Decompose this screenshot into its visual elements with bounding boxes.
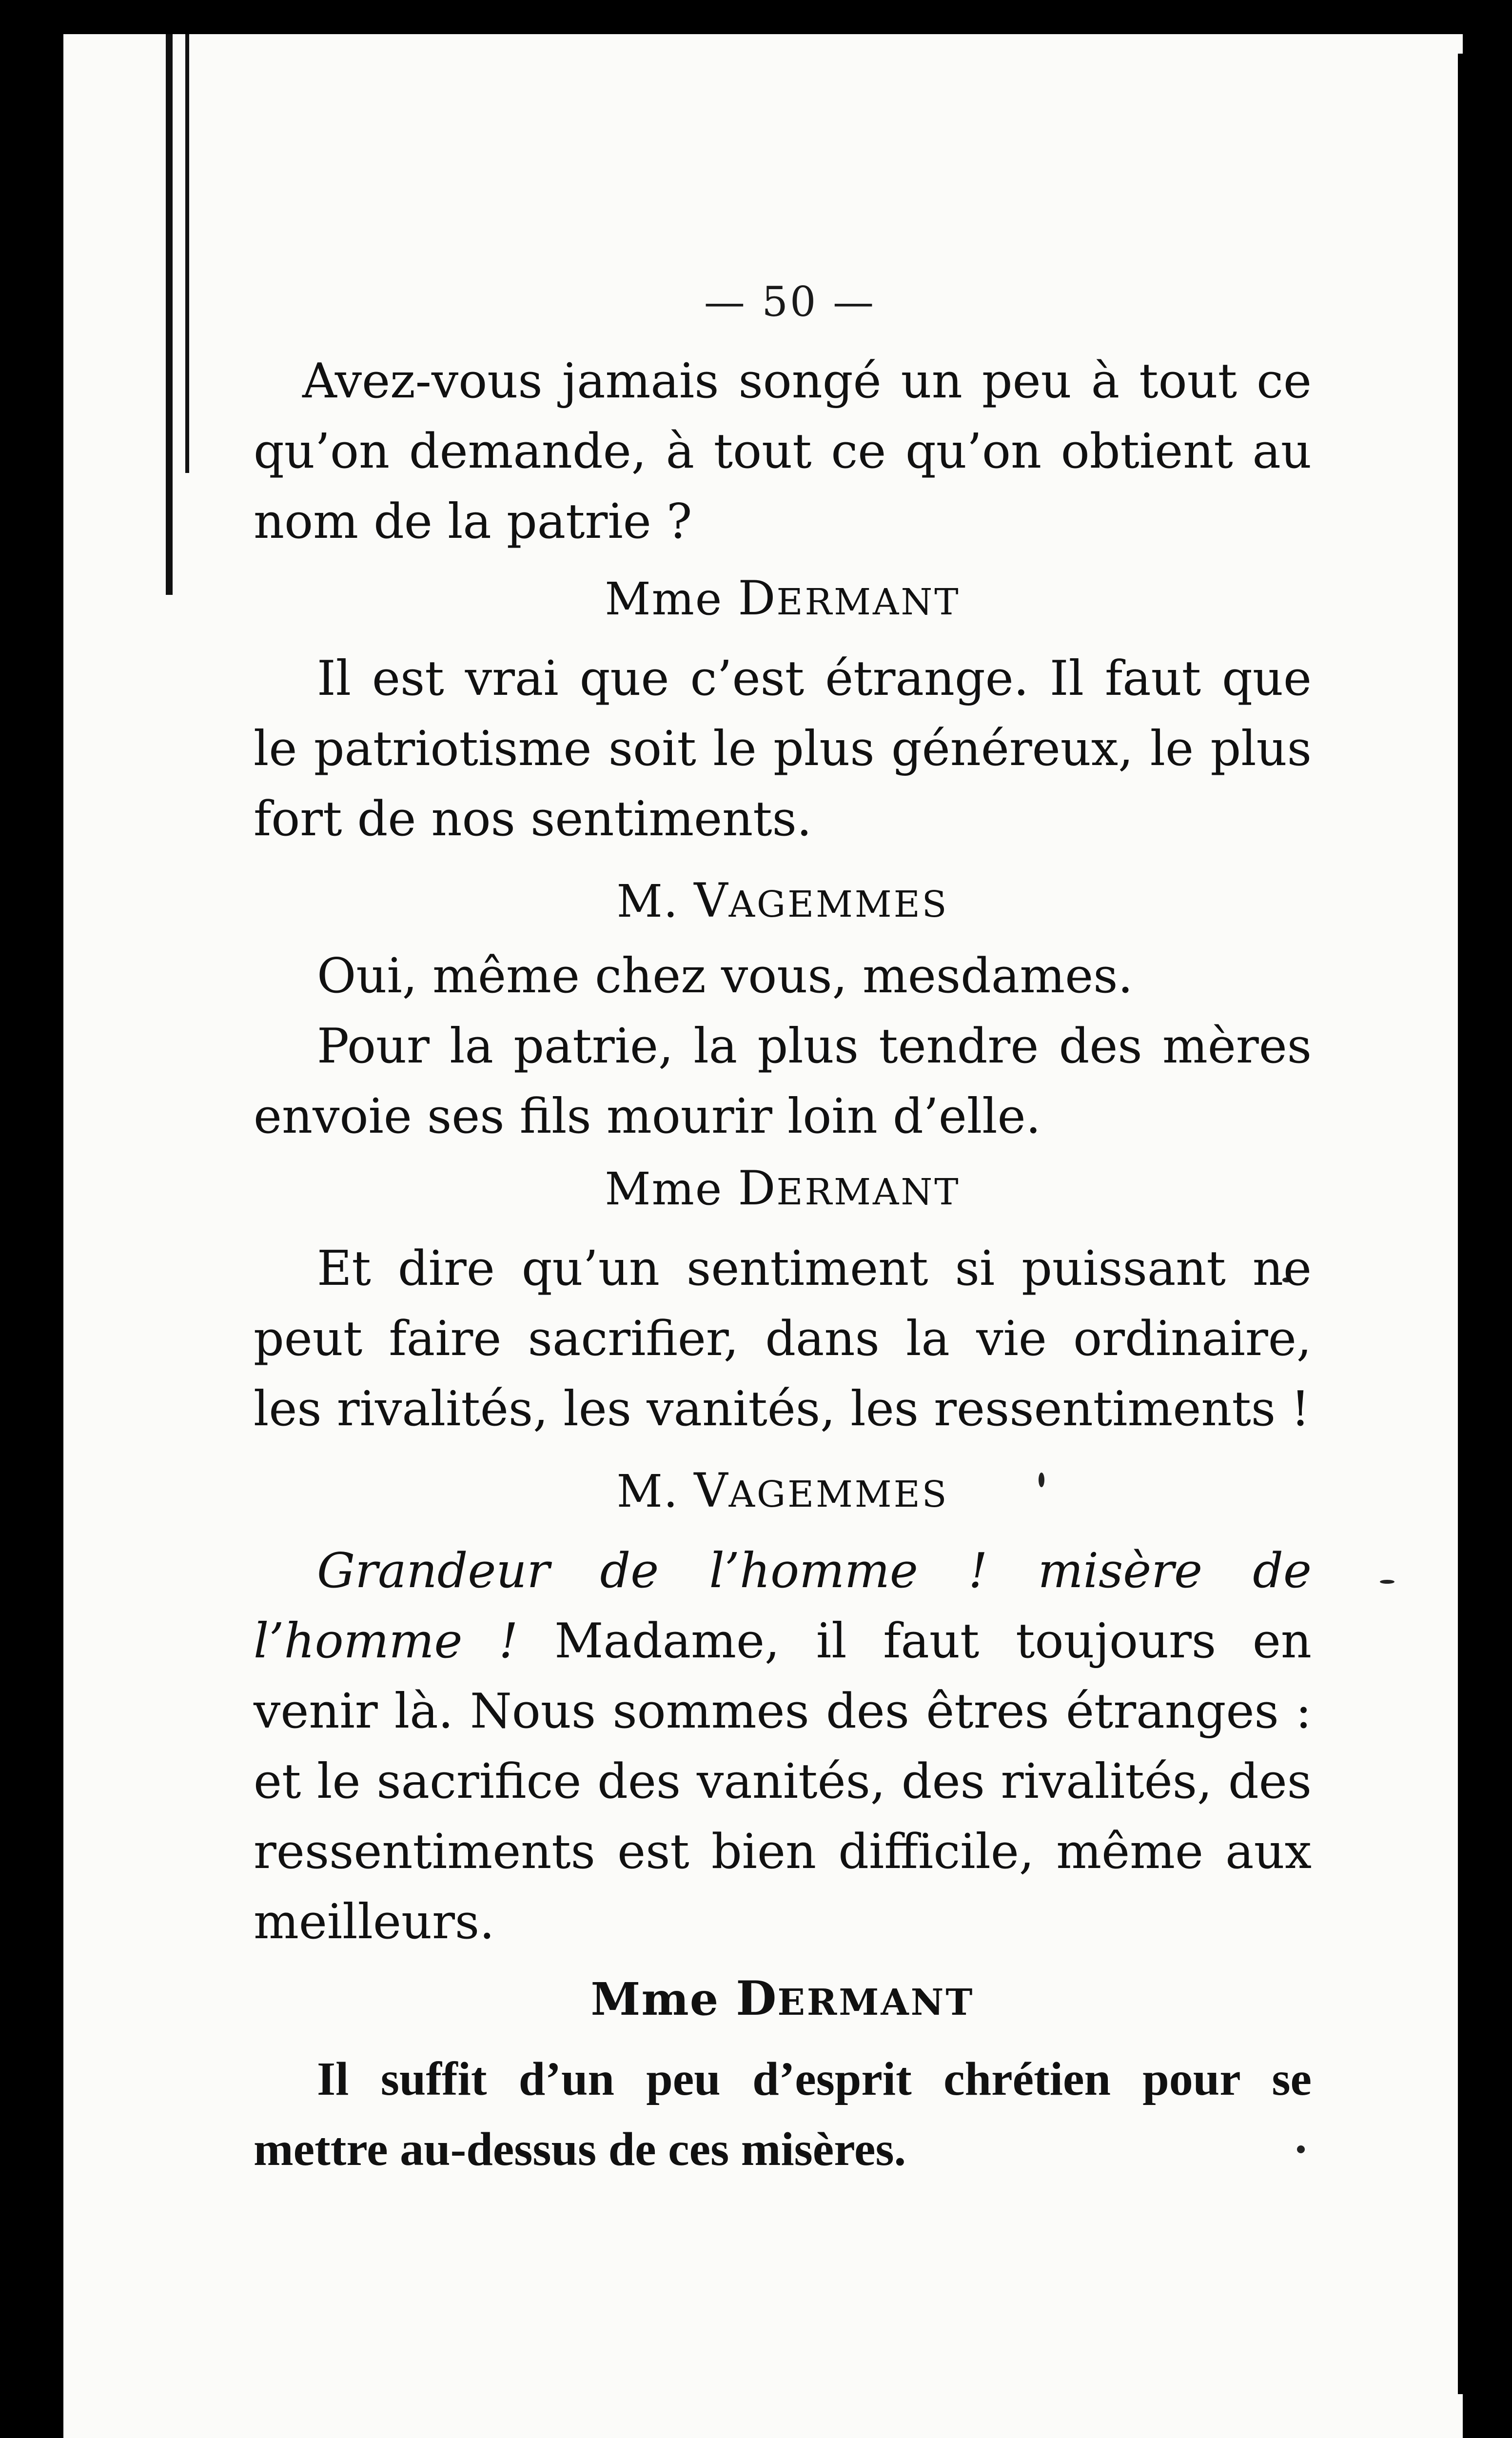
paragraph: Oui, même chez vous, mesdames. [317,948,1133,1004]
scan-edge-top [814,15,1029,34]
speaker-initial: V [694,1463,729,1518]
gutter-line [185,34,189,473]
paragraph: Pour la patrie, la plus tendre des mères envoie ses fils mourir loin d’elle. [254,1019,1312,1144]
speaker-title: Mme [590,1973,720,2025]
speaker-name [254,1967,1312,2034]
speaker-title: Mme [605,573,723,625]
speaker-title: M. [616,1465,679,1517]
gutter-line [166,34,173,595]
speaker-name [254,1459,1312,1526]
page-text [254,346,1312,2184]
speaker-initial: D [736,1971,778,2026]
speaker-title: M. [616,875,679,927]
paragraph: Avez-vous jamais songé un peu à tout ce qu’on demande, à tout ce qu’on obtient au nom de la patrie ? [254,354,1312,550]
speaker-rest: AGEMMES [728,884,949,925]
paragraph: Il est vrai que c’est étrange. Il faut que le patriotisme soit le plus généreux, le plus fort de nos sentiments. [254,651,1312,847]
speaker-name [254,869,1312,936]
speaker-title: Mme [605,1163,723,1215]
scan-edge-right [1458,54,1471,2394]
speaker-rest: ERMANT [777,1982,975,2024]
paragraph: Et dire qu’un sentiment si puissant ne peut faire sacrifier, dans la vie ordinaire, les rivalités, les vanités, les ressentiments ! [254,1241,1312,1437]
paragraph [254,1536,1312,1957]
speaker-initial: D [738,571,777,626]
italic-quote: Grandeur de l’homme ! misère de l’homme ! [254,1543,1312,1669]
scan-border-left [0,0,63,2438]
speaker-rest: ERMANT [776,1171,961,1213]
speaker-rest: AGEMMES [728,1474,949,1515]
book-page [63,34,1463,2438]
ink-speck [1380,1580,1394,1584]
speaker-name [254,1157,1312,1224]
speaker-rest: ERMANT [776,581,961,623]
page-number: — 50 — [704,278,876,326]
speaker-initial: D [738,1161,777,1216]
paragraph: Il suffit d’un peu d’esprit chrétien pour se mettre au-dessus de ces misères. [254,2053,1312,2176]
paragraph-text: Madame, il faut toujours en venir là. Nous sommes des êtres étranges : et le sacrifice des vanités, des rivalités, des ressentiments est bien difficile, même aux meilleurs. [254,1613,1312,1950]
speaker-name [254,567,1312,634]
speaker-initial: V [694,873,729,928]
